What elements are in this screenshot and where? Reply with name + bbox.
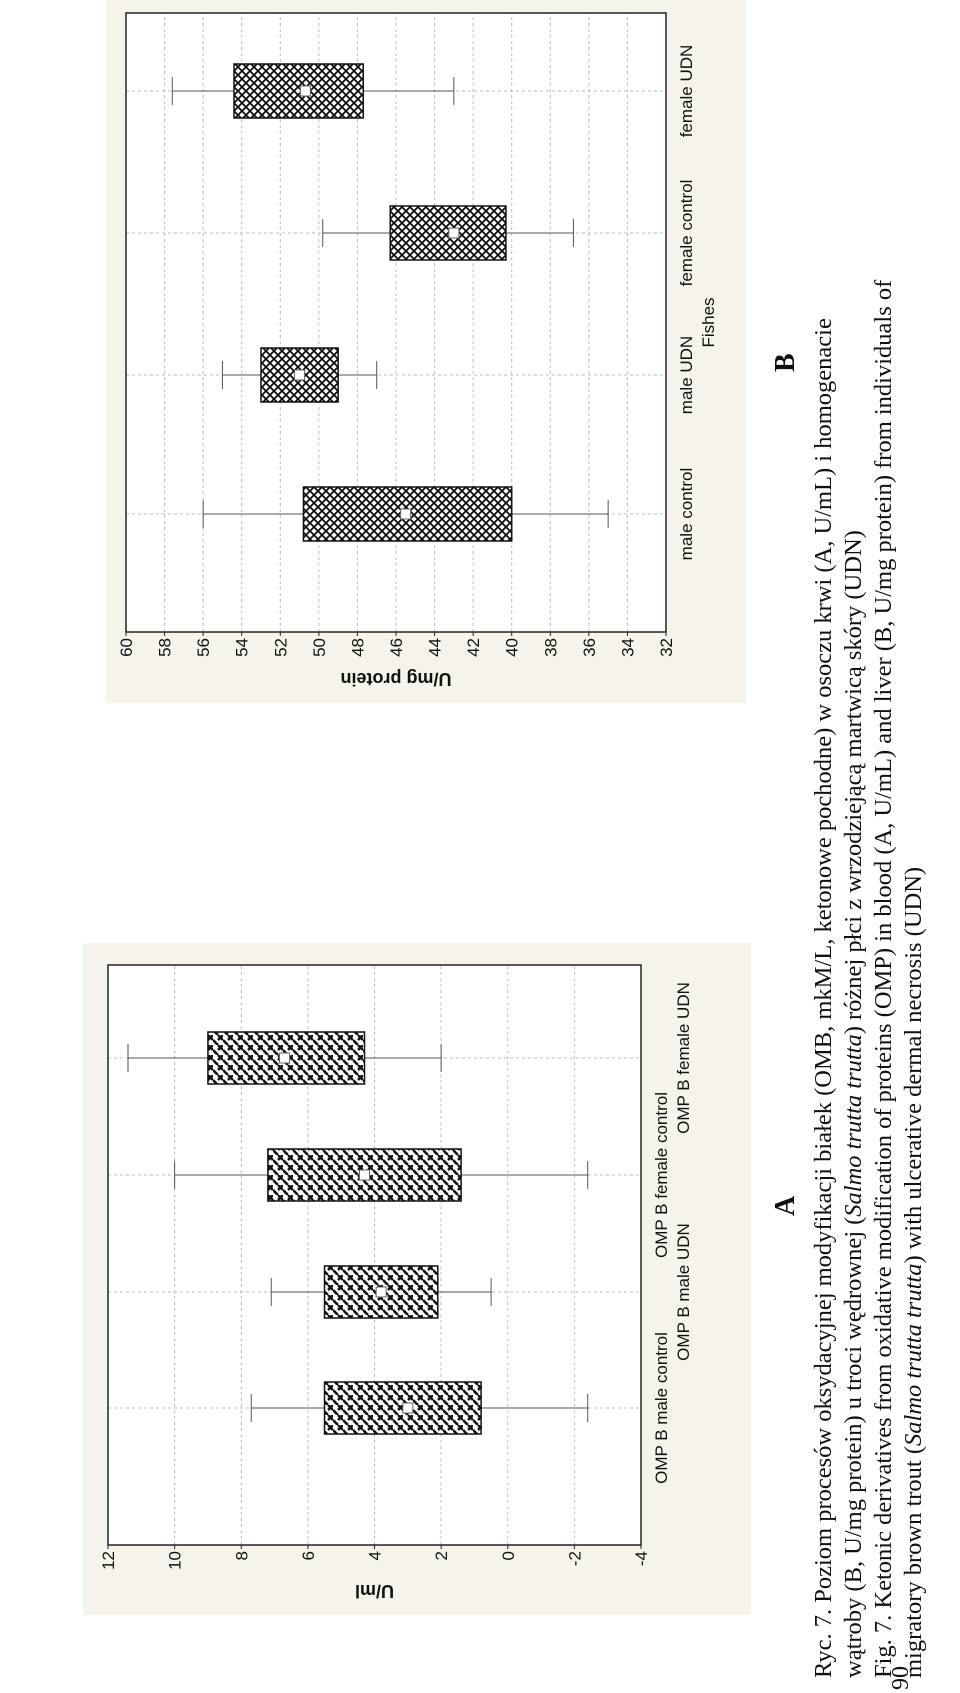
y-tick-label: 0 (498, 1551, 518, 1561)
y-axis-label: U/ml (354, 1581, 395, 1601)
y-tick-label: 6 (298, 1551, 318, 1561)
category-label: OMP B female UDN (674, 982, 693, 1134)
y-tick-label: 36 (579, 638, 599, 657)
y-tick-label: 40 (502, 638, 522, 657)
category-label: OMP B male UDN (674, 1223, 693, 1361)
y-tick-label: 58 (155, 638, 175, 657)
category-label: OMP B male control (652, 1332, 671, 1484)
box-body (390, 206, 506, 260)
y-tick-label: -4 (632, 1551, 651, 1567)
figure-b (106, 0, 746, 703)
figure-a (83, 943, 751, 1615)
caption-polish-text-2a: wątroby (B, U/mg protein) u troci wędrownej ( (840, 1216, 867, 1678)
mean-marker (280, 1053, 290, 1063)
y-tick-label: 32 (657, 638, 676, 657)
category-label: female UDN (677, 44, 696, 138)
mean-marker (295, 370, 305, 380)
caption-polish-text-2b: ) różnej płci z wrzodziejącą martwicą skóry (UDN) (840, 530, 867, 1035)
y-axis-label: U/mg protein (340, 669, 452, 689)
y-tick-label: 44 (425, 638, 445, 657)
caption-english-line-1 (872, 0, 897, 1678)
box-body (234, 64, 363, 118)
y-tick-label: 12 (99, 1551, 118, 1570)
caption-polish-line-1 (812, 0, 837, 1678)
category-label: OMP B female control (652, 1092, 671, 1258)
y-tick-label: 10 (165, 1551, 185, 1570)
mean-marker (403, 1403, 413, 1413)
mean-marker (360, 1170, 370, 1180)
page-number: 90 (888, 1666, 914, 1690)
mean-marker (449, 228, 459, 238)
mean-marker (300, 86, 310, 96)
y-tick-label: 56 (194, 638, 214, 657)
y-tick-label: 2 (432, 1551, 452, 1561)
y-tick-label: 54 (232, 638, 252, 657)
y-tick-label: 46 (387, 638, 406, 657)
y-tick-label: 4 (365, 1551, 385, 1561)
panel-label-a: A (770, 1195, 801, 1216)
caption-english-text-2b: ) with ulcerative dermal necrosis (UDN) (900, 866, 927, 1264)
caption-english-text-2a: migratory brown trout ( (900, 1445, 927, 1678)
y-tick-label: 48 (348, 638, 368, 657)
caption-english-text-1: Fig. 7. Ketonic derivatives from oxidative modification of proteins (OMP) in blood (A, U/mL) and liver (B, U/mg protein) from individuals of (870, 279, 897, 1678)
caption-polish-text-1: Ryc. 7. Poziom procesów oksydacyjnej modyfikacji białek (OMB, mkM/L, ketonowe pochodne) w osoczu krwi (A, U/mL) i homogenacie (810, 318, 837, 1678)
category-label: male UDN (677, 335, 696, 415)
category-label: male control (677, 467, 696, 561)
mean-marker (401, 509, 411, 519)
y-tick-label: 8 (232, 1551, 252, 1561)
mean-marker (376, 1287, 386, 1297)
y-tick-label: 60 (117, 638, 136, 657)
caption-english-species: Salmo trutta trutta (900, 1263, 927, 1446)
caption-polish-species: Salmo trutta trutta (840, 1034, 867, 1217)
chart-a-svg (83, 943, 751, 1615)
category-label: female control (677, 179, 696, 287)
x-axis-label: Fishes (699, 297, 718, 348)
panel-label-b: B (770, 353, 801, 372)
y-tick-label: 52 (271, 638, 291, 657)
y-tick-label: 50 (309, 638, 329, 657)
y-tick-label: 34 (618, 638, 638, 657)
caption-english-line-2 (902, 0, 927, 1678)
caption-polish-line-2 (842, 0, 867, 1678)
y-tick-label: 38 (541, 638, 561, 657)
y-tick-label: -2 (565, 1551, 585, 1567)
chart-b-svg (106, 0, 746, 703)
y-tick-label: 42 (464, 638, 484, 657)
